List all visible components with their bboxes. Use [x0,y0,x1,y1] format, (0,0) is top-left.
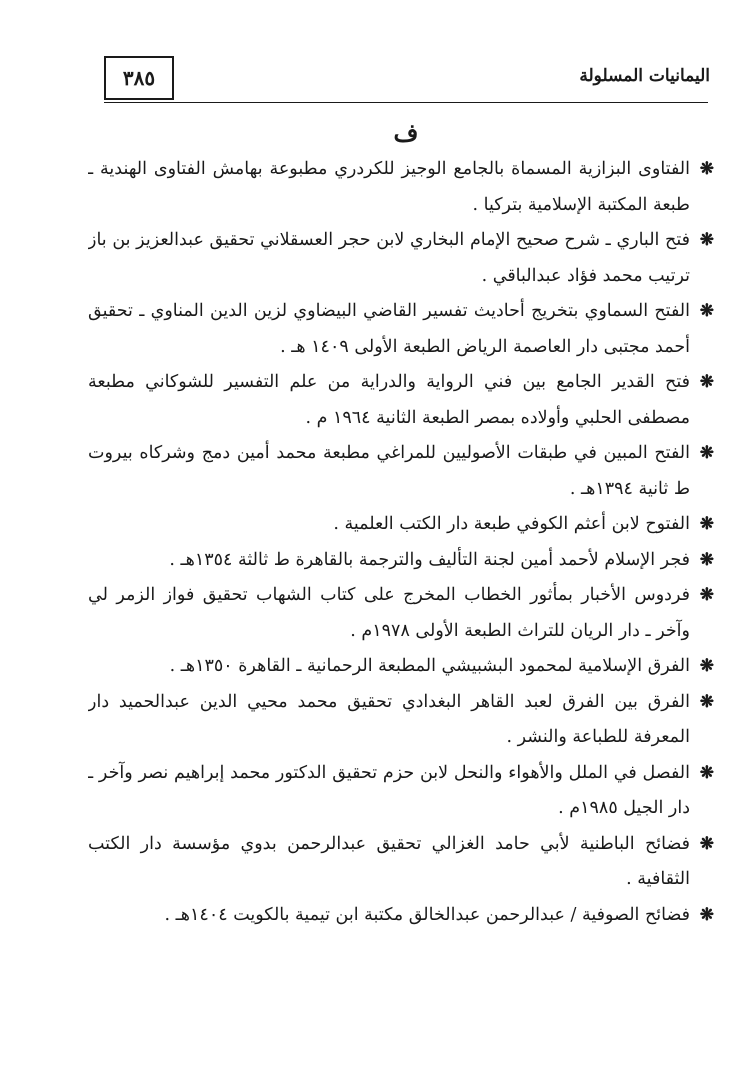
entry-text: فضائح الباطنية لأبي حامد الغزالي تحقيق عبدالرحمن بدوي مؤسسة دار الكتب الثقافية . [88,833,690,889]
bibliography-entry [88,827,716,898]
bibliography-entry [88,649,716,685]
entry-text: فضائح الصوفية / عبدالرحمن عبدالخالق مكتبة ابن تيمية بالكويت ١٤٠٤هـ . [164,904,690,925]
bibliography-entry [88,152,716,223]
asterism-bullet-icon: ❋ [699,514,714,534]
asterism-bullet-icon: ❋ [699,301,714,321]
entry-text: فتح القدير الجامع بين فني الرواية والدراية من علم التفسير للشوكاني مطبعة مصطفى الحلبي وأولاده بمصر الطبعة الثانية ١٩٦٤ م . [88,372,690,428]
entry-text: الفرق بين الفرق لعبد القاهر البغدادي تحقيق محمد محيي الدين عبدالحميد دار المعرفة للطباعة والنشر . [88,691,690,747]
asterism-bullet-icon: ❋ [699,656,714,676]
page-number: ٣٨٥ [104,56,174,100]
entry-text: الفتح المبين في طبقات الأصوليين للمراغي مطبعة محمد أمين دمج وشركاه بيروت ط ثانية ١٣٩٤هـ . [88,443,690,499]
bibliography-entry [88,294,716,365]
entry-text: الفصل في الملل والأهواء والنحل لابن حزم تحقيق الدكتور محمد إبراهيم نصر وآخر ـ دار الجيل ١٩٨٥م . [88,762,690,818]
asterism-bullet-icon: ❋ [699,762,714,783]
asterism-bullet-icon: ❋ [699,443,714,463]
bibliography-entry [88,543,716,579]
asterism-bullet-icon: ❋ [699,549,714,570]
asterism-bullet-icon: ❋ [699,904,714,925]
running-title: اليمانيات المسلولة [579,66,710,86]
bibliography-entry [88,898,716,934]
bibliography-entry [88,685,716,756]
entry-text: فردوس الأخبار بمأثور الخطاب المخرج على كتاب الشهاب تحقيق فواز الزمر لي وآخر ـ دار الريان للتراث الطبعة الأولى ١٩٧٨م . [88,585,690,641]
bibliography-entry [88,223,716,294]
bibliography-entry [88,756,716,827]
asterism-bullet-icon: ❋ [699,372,714,392]
bibliography-entry [88,507,716,543]
asterism-bullet-icon: ❋ [699,159,714,179]
header-rule [104,102,708,103]
bibliography-entry [88,436,716,507]
bibliography-list [88,152,716,933]
entry-text: الفتاوى البزازية المسماة بالجامع الوجيز للكردري مطبوعة بهامش الفتاوى الهندية ـ طبعة المكتبة الإسلامية بتركيا . [88,159,690,215]
asterism-bullet-icon: ❋ [699,230,714,250]
entry-text: الفرق الإسلامية لمحمود البشبيشي المطبعة الرحمانية ـ القاهرة ١٣٥٠هـ . [169,656,690,676]
asterism-bullet-icon: ❋ [699,585,714,605]
section-letter-heading: ف [393,118,419,147]
entry-text: فجر الإسلام لأحمد أمين لجنة التأليف والترجمة بالقاهرة ط ثالثة ١٣٥٤هـ . [169,549,690,570]
entry-text: الفتح السماوي بتخريج أحاديث تفسير القاضي البيضاوي لزين الدين المناوي ـ تحقيق أحمد مجتبى دار العاصمة الرياض الطبعة الأولى ١٤٠٩ هـ . [88,301,690,357]
asterism-bullet-icon: ❋ [699,833,714,854]
entry-text: فتح الباري ـ شرح صحيح الإمام البخاري لابن حجر العسقلاني تحقيق عبدالعزيز بن باز ترتيب محمد فؤاد عبدالباقي . [88,230,690,286]
bibliography-entry [88,365,716,436]
bibliography-entry [88,578,716,649]
entry-text: الفتوح لابن أعثم الكوفي طبعة دار الكتب العلمية . [333,514,690,534]
asterism-bullet-icon: ❋ [699,691,714,712]
